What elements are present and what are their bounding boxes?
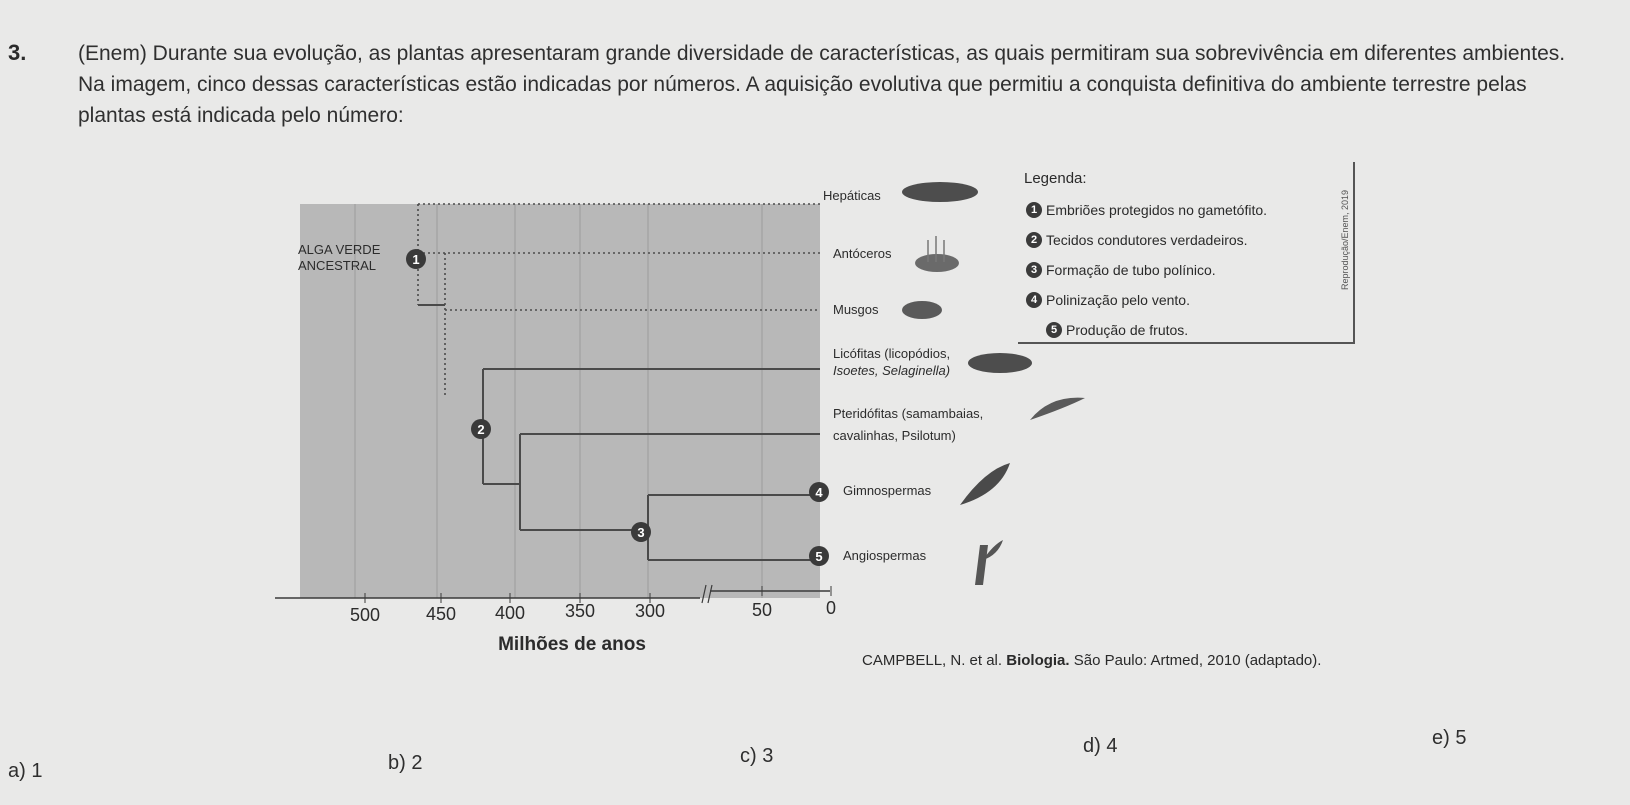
option-e[interactable] <box>1432 727 1466 750</box>
option-b[interactable] <box>388 752 422 775</box>
legend-marker-3: 3 <box>1026 262 1042 278</box>
marker-1 <box>406 249 426 269</box>
option-c-letter: c) <box>740 745 757 767</box>
taxon-pteridofitas-line1: Pteridófitas (samambaias, <box>833 406 984 421</box>
option-c[interactable] <box>740 745 773 768</box>
option-b-letter: b) <box>388 752 406 774</box>
option-d-letter: d) <box>1083 735 1101 757</box>
tick-400: 400 <box>494 603 526 623</box>
marker-4-label: 4 <box>815 485 823 500</box>
marker-4 <box>809 482 829 502</box>
legend-marker-2: 2 <box>1026 232 1042 248</box>
x-axis-ticks <box>350 598 836 625</box>
legend-item-2 <box>1026 232 1248 248</box>
taxon-antoceros: Antóceros <box>833 246 892 261</box>
legend-text-3: Formação de tubo polínico. <box>1046 262 1216 278</box>
musgo-illustration <box>902 301 942 319</box>
hepatica-illustration <box>902 182 978 202</box>
taxon-angiospermas: Angiospermas <box>843 548 927 563</box>
taxon-licofitas-line1: Licófitas (licopódios, <box>833 346 951 361</box>
marker-2-label: 2 <box>477 422 485 437</box>
taxon-musgos: Musgos <box>833 302 879 317</box>
legend-text-5: Produção de frutos. <box>1066 322 1189 338</box>
x-axis-title: Milhões de anos <box>498 634 646 655</box>
tick-0: 0 <box>825 598 837 618</box>
taxon-gimnospermas: Gimnospermas <box>843 483 932 498</box>
tick-500: 500 <box>349 605 381 625</box>
root-label-line1: ALGA VERDE <box>298 242 381 257</box>
source-authors: CAMPBELL, N. et al. <box>862 652 1003 669</box>
legend-marker-4: 4 <box>1026 292 1042 308</box>
legend-box <box>1018 162 1355 344</box>
tick-300: 300 <box>634 601 666 621</box>
question-text: (Enem) Durante sua evolução, as plantas apresentaram grande diversidade de características, as quais permitiram sua sobrevivência em diferentes ambientes. Na imagem, cinco dessas características estão indicadas por números. A aquisição evolutiva que permitiu a conquista definitiva do ambiente terrestre pelas plantas está indicada pelo número: <box>78 42 1566 127</box>
legend-item-5 <box>1046 322 1188 338</box>
marker-3 <box>631 522 651 542</box>
marker-2 <box>471 419 491 439</box>
source-citation <box>862 652 1321 669</box>
option-e-value: 5 <box>1455 727 1467 749</box>
antoceros-illustration <box>915 254 959 272</box>
option-c-value: 3 <box>762 745 774 767</box>
root-label-line2: ANCESTRAL <box>298 258 377 273</box>
marker-3-label: 3 <box>637 525 645 540</box>
legend-text-2: Tecidos condutores verdadeiros. <box>1046 232 1248 248</box>
source-rest: São Paulo: Artmed, 2010 (adaptado). <box>1073 652 1322 669</box>
marker-1-label: 1 <box>412 252 420 267</box>
option-e-letter: e) <box>1432 727 1450 749</box>
legend-marker-5: 5 <box>1046 322 1062 338</box>
marker-5-label: 5 <box>815 549 823 564</box>
option-a[interactable] <box>8 760 42 783</box>
option-d-value: 4 <box>1106 735 1118 757</box>
option-b-value: 2 <box>411 752 423 774</box>
option-a-value: 1 <box>31 760 43 782</box>
marker-5 <box>809 546 829 566</box>
angiosperma-illustration <box>975 540 1003 585</box>
legend-text-4: Polinização pelo vento. <box>1046 292 1190 308</box>
taxon-hepaticas: Hepáticas <box>823 188 881 203</box>
tick-50: 50 <box>751 600 773 620</box>
question-number: 3. <box>8 40 27 65</box>
taxon-licofitas-line2: Isoetes, Selaginella) <box>833 363 951 378</box>
legend-marker-1: 1 <box>1026 202 1042 218</box>
licofita-illustration <box>968 353 1032 373</box>
image-credit: Reprodução/Enem, 2019 <box>1340 189 1350 290</box>
legend-item-4 <box>1026 292 1190 308</box>
tick-350: 350 <box>564 601 596 621</box>
pteridofita-illustration <box>1030 398 1085 420</box>
option-d[interactable] <box>1083 735 1117 758</box>
legend-item-3 <box>1026 262 1216 278</box>
legend-title: Legenda: <box>1024 170 1087 187</box>
tick-450: 450 <box>425 604 457 624</box>
gimnosperma-illustration <box>960 463 1010 505</box>
source-title: Biologia. <box>1006 652 1070 669</box>
taxon-pteridofitas-line2: cavalinhas, Psilotum) <box>833 428 956 443</box>
legend-text-1: Embriões protegidos no gametófito. <box>1046 202 1268 218</box>
plot-area <box>300 204 823 598</box>
legend-item-1 <box>1026 202 1267 218</box>
option-a-letter: a) <box>8 760 26 782</box>
